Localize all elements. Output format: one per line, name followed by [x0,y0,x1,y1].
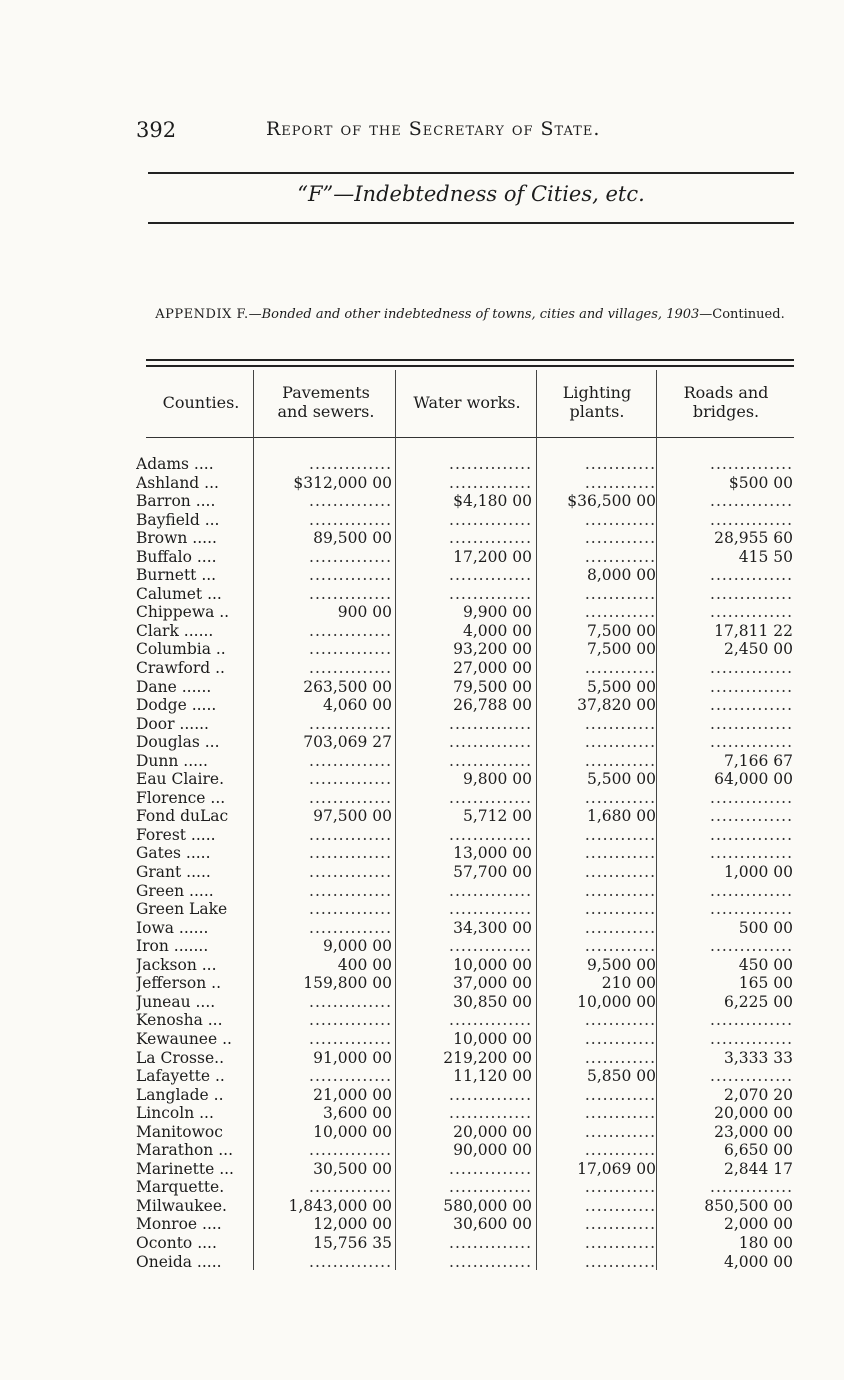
cell-pavements: 4,060 00 [322,696,392,715]
cell-pavements: .............. [309,881,392,900]
cell-county: Dodge ..... [136,696,217,715]
table-row [136,974,796,993]
table-row [136,548,796,567]
cell-water: 37,000 00 [453,974,532,993]
cell-pavements: .............. [309,788,392,807]
cell-roads: .............. [710,900,793,919]
cell-roads: 165 00 [738,974,793,993]
cell-lighting: 7,500 00 [586,640,656,659]
cell-water: 580,000 00 [443,1196,532,1215]
cell-county: Gates ..... [136,844,211,863]
cell-lighting: ............ [584,1196,656,1215]
cell-pavements: .............. [309,770,392,789]
cell-county: Burnett ... [136,566,217,585]
cell-lighting: ............ [584,1122,656,1141]
cell-lighting: ............ [584,900,656,919]
cell-pavements: 9,000 00 [322,937,392,956]
table-row [136,1104,796,1123]
cell-pavements: .............. [309,863,392,882]
cell-water: 17,200 00 [453,547,532,566]
cell-pavements: 21,000 00 [313,1085,392,1104]
cell-county: Columbia .. [136,640,226,659]
table-header [146,372,794,432]
cell-pavements: .............. [309,510,392,529]
cell-lighting: 210 00 [601,974,656,993]
cell-pavements: .............. [309,751,392,770]
cell-pavements: 263,500 00 [303,677,392,696]
cell-roads: 2,000 00 [723,1215,793,1234]
cell-roads: 28,955 60 [714,529,793,548]
cell-water: .............. [449,510,532,529]
table-row [136,733,796,752]
table-row [136,715,796,734]
cell-water: .............. [449,1159,532,1178]
cell-roads: .............. [710,807,793,826]
header-water-works: Water works. [413,392,521,412]
cell-lighting: ............ [584,1215,656,1234]
table-row [136,937,796,956]
cell-water: .............. [449,1104,532,1123]
cell-pavements: .............. [309,844,392,863]
table-row [136,956,796,975]
cell-water: 34,300 00 [453,918,532,937]
cell-lighting: ............ [584,825,656,844]
cell-roads: .............. [710,1178,793,1197]
cell-water: 30,600 00 [453,1215,532,1234]
header-pavements: Pavements and sewers. [277,383,375,421]
table-row [136,1215,796,1234]
cell-water: 219,200 00 [443,1048,532,1067]
cell-county: Lincoln ... [136,1104,214,1123]
cell-lighting: ............ [584,1029,656,1048]
cell-county: Jackson ... [136,955,217,974]
cell-county: Bayfield ... [136,510,220,529]
cell-county: Green Lake [136,900,228,919]
cell-county: Marathon ... [136,1141,233,1160]
cell-lighting: 17,069 00 [577,1159,656,1178]
cell-county: Fond duLac [136,807,229,826]
table-row [136,770,796,789]
table-row [136,603,796,622]
cell-roads: .............. [710,455,793,473]
cell-lighting: ............ [584,1048,656,1067]
cell-roads: 2,450 00 [723,640,793,659]
cell-pavements: .............. [309,659,392,678]
cell-water: 9,900 00 [462,603,532,622]
cell-county: Lafayette .. [136,1067,225,1086]
cell-roads: 6,650 00 [723,1141,793,1160]
cell-county: Jefferson .. [136,974,222,993]
cell-roads: .............. [710,714,793,733]
cell-county: Kenosha ... [136,1011,223,1030]
table-row [136,1067,796,1086]
cell-roads: 4,000 00 [723,1252,793,1271]
cell-county: Iowa ...... [136,918,209,937]
cell-pavements: 159,800 00 [303,974,392,993]
cell-county: Crawford .. [136,659,225,678]
cell-roads: 23,000 00 [714,1122,793,1141]
cell-lighting: ............ [584,881,656,900]
cell-lighting: ............ [584,733,656,752]
cell-water: .............. [449,1178,532,1197]
cell-lighting: 8,000 00 [586,566,656,585]
cell-pavements: 3,600 00 [322,1104,392,1123]
cell-lighting: ............ [584,529,656,548]
cell-lighting: 5,500 00 [586,770,656,789]
cell-pavements: 10,000 00 [313,1122,392,1141]
cell-water: 11,120 00 [453,1067,532,1086]
cell-pavements: .............. [309,455,392,473]
cell-pavements: .............. [309,1252,392,1271]
cell-county: Calumet ... [136,584,222,603]
table-row [136,789,796,808]
cell-water: 27,000 00 [453,659,532,678]
table-row [136,1253,796,1272]
cell-water: .............. [449,733,532,752]
cell-pavements: 89,500 00 [313,529,392,548]
table-row [136,622,796,641]
cell-pavements: .............. [309,566,392,585]
cell-pavements: .............. [309,640,392,659]
cell-county: Juneau .... [136,992,216,1011]
cell-water: 79,500 00 [453,677,532,696]
cell-lighting: ............ [584,1104,656,1123]
cell-pavements: 91,000 00 [313,1048,392,1067]
header-rule [146,437,794,438]
cell-lighting: ............ [584,584,656,603]
header-lighting: Lighting plants. [562,383,632,421]
cell-lighting: 37,820 00 [577,696,656,715]
cell-county: La Crosse.. [136,1048,224,1067]
cell-water: .............. [449,529,532,548]
cell-lighting: ............ [584,714,656,733]
table-caption [146,305,794,324]
table-row [136,993,796,1012]
cell-water: 57,700 00 [453,863,532,882]
cell-county: Door ...... [136,714,209,733]
table-row [136,882,796,901]
cell-county: Marquette. [136,1178,225,1197]
cell-lighting: ............ [584,788,656,807]
cell-water: 10,000 00 [453,955,532,974]
cell-lighting: ............ [584,751,656,770]
table-row [136,529,796,548]
cell-water: .............. [449,1011,532,1030]
cell-roads: .............. [710,937,793,956]
cell-county: Langlade .. [136,1085,224,1104]
cell-county: Adams .... [136,455,214,473]
cell-roads: .............. [710,788,793,807]
table-row [136,455,796,474]
table-row [136,1049,796,1068]
cell-pavements: .............. [309,492,392,511]
cell-lighting: ............ [584,1011,656,1030]
cell-county: Ashland ... [136,473,219,492]
table-row [136,1234,796,1253]
table-row [136,1011,796,1030]
cell-county: Brown ..... [136,529,217,548]
cell-lighting: ............ [584,1252,656,1271]
cell-water: 9,800 00 [462,770,532,789]
cell-lighting: 5,500 00 [586,677,656,696]
cell-county: Dunn ..... [136,751,208,770]
cell-roads: 20,000 00 [714,1104,793,1123]
cell-roads: 1,000 00 [723,863,793,882]
cell-lighting: 10,000 00 [577,992,656,1011]
table-top-rule [146,359,794,367]
cell-county: Florence ... [136,788,226,807]
table-row [136,844,796,863]
cell-lighting: ............ [584,547,656,566]
table-row [136,752,796,771]
cell-roads: .............. [710,696,793,715]
table-row [136,900,796,919]
cell-pavements: .............. [309,584,392,603]
cell-roads: 6,225 00 [723,992,793,1011]
cell-water: 26,788 00 [453,696,532,715]
section-title: “F”—Indebtedness of Cities, etc. [297,182,645,206]
cell-lighting: ............ [584,937,656,956]
section-rule [148,222,794,224]
caption-tail: —Continued. [699,307,785,322]
cell-water: .............. [449,584,532,603]
table-row [136,640,796,659]
cell-water: $4,180 00 [453,492,532,511]
cell-roads: .............. [710,1029,793,1048]
table-row [136,807,796,826]
cell-lighting: ............ [584,863,656,882]
cell-roads: 2,070 20 [723,1085,793,1104]
cell-pavements: .............. [309,547,392,566]
cell-pavements: 30,500 00 [313,1159,392,1178]
cell-lighting: ............ [584,1178,656,1197]
cell-roads: .............. [710,584,793,603]
cell-roads: 450 00 [738,955,793,974]
cell-lighting: $36,500 00 [567,492,656,511]
cell-pavements: .............. [309,1029,392,1048]
cell-water: .............. [449,937,532,956]
cell-water: 90,000 00 [453,1141,532,1160]
cell-lighting: ............ [584,844,656,863]
cell-county: Douglas ... [136,733,220,752]
cell-county: Kewaunee .. [136,1029,232,1048]
cell-county: Barron .... [136,492,216,511]
cell-lighting: ............ [584,659,656,678]
cell-roads: .............. [710,1011,793,1030]
cell-roads: 180 00 [738,1233,793,1252]
cell-roads: 7,166 67 [723,751,793,770]
cell-county: Dane ...... [136,677,212,696]
cell-county: Grant ..... [136,863,211,882]
top-rule [148,172,794,174]
cell-water: .............. [449,825,532,844]
cell-pavements: $312,000 00 [293,473,392,492]
table-row [136,474,796,493]
cell-county: Marinette ... [136,1159,234,1178]
cell-water: 10,000 00 [453,1029,532,1048]
page-number: 392 [136,118,177,142]
table-row [136,696,796,715]
cell-lighting: 1,680 00 [586,807,656,826]
cell-lighting: ............ [584,1085,656,1104]
table-row [136,566,796,585]
cell-water: .............. [449,473,532,492]
table-row [136,919,796,938]
cell-water: .............. [449,900,532,919]
cell-lighting: ............ [584,1141,656,1160]
cell-lighting: 5,850 00 [586,1067,656,1086]
cell-pavements: 400 00 [337,955,392,974]
cell-roads: 2,844 17 [723,1159,793,1178]
cell-county: Manitowoc [136,1122,223,1141]
cell-roads: .............. [710,492,793,511]
cell-pavements: .............. [309,714,392,733]
header-counties: Counties. [162,392,240,412]
cell-pavements: .............. [309,825,392,844]
cell-county: Eau Claire. [136,770,224,789]
table-body [136,455,796,1271]
cell-pavements: .............. [309,918,392,937]
running-head: Report of the Secretary of State. [266,118,601,140]
cell-roads: 17,811 22 [714,621,793,640]
cell-pavements: .............. [309,621,392,640]
table-row [136,585,796,604]
cell-pavements: .............. [309,1067,392,1086]
cell-roads: $500 00 [728,473,793,492]
cell-lighting: 9,500 00 [586,955,656,974]
cell-water: 30,850 00 [453,992,532,1011]
cell-lighting: ............ [584,1233,656,1252]
cell-roads: 64,000 00 [714,770,793,789]
cell-water: 93,200 00 [453,640,532,659]
cell-roads: .............. [710,510,793,529]
cell-pavements: 1,843,000 00 [288,1196,392,1215]
caption-italic: —Bonded and other indebtedness of towns, cities and villages, 1903 [248,307,700,322]
cell-county: Green ..... [136,881,214,900]
cell-roads: .............. [710,659,793,678]
table-row [136,1086,796,1105]
cell-water: 20,000 00 [453,1122,532,1141]
cell-county: Monroe .... [136,1215,222,1234]
cell-roads: .............. [710,733,793,752]
cell-lighting: ............ [584,918,656,937]
cell-pavements: 15,756 35 [313,1233,392,1252]
cell-county: Milwaukee. [136,1196,227,1215]
cell-water: .............. [449,788,532,807]
cell-roads: .............. [710,881,793,900]
table-row [136,1178,796,1197]
table-row [136,1030,796,1049]
cell-lighting: ............ [584,455,656,473]
cell-lighting: 7,500 00 [586,621,656,640]
cell-water: 4,000 00 [462,621,532,640]
cell-roads: .............. [710,603,793,622]
cell-pavements: 12,000 00 [313,1215,392,1234]
cell-water: .............. [449,881,532,900]
cell-pavements: 900 00 [337,603,392,622]
cell-roads: 500 00 [738,918,793,937]
cell-roads: .............. [710,677,793,696]
cell-water: 13,000 00 [453,844,532,863]
table-row [136,1141,796,1160]
cell-pavements: .............. [309,992,392,1011]
cell-water: .............. [449,455,532,473]
cell-pavements: 703,069 27 [303,733,392,752]
cell-pavements: .............. [309,900,392,919]
cell-water: .............. [449,751,532,770]
table-row [136,863,796,882]
cell-pavements: .............. [309,1178,392,1197]
cell-county: Chippewa .. [136,603,230,622]
caption-lead: APPENDIX F. [155,307,249,322]
table-row [136,511,796,530]
cell-water: .............. [449,1085,532,1104]
header-roads: Roads and bridges. [683,383,769,421]
cell-roads: .............. [710,566,793,585]
cell-county: Buffalo .... [136,547,217,566]
cell-pavements: .............. [309,1011,392,1030]
cell-county: Clark ...... [136,621,214,640]
table-row [136,1197,796,1216]
table-row [136,1160,796,1179]
cell-county: Iron ....... [136,937,209,956]
cell-county: Forest ..... [136,825,216,844]
table-row [136,826,796,845]
cell-roads: .............. [710,844,793,863]
cell-roads: 3,333 33 [723,1048,793,1067]
table-row [136,659,796,678]
cell-roads: 415 50 [738,547,793,566]
cell-lighting: ............ [584,510,656,529]
cell-water: .............. [449,1233,532,1252]
cell-roads: .............. [710,825,793,844]
cell-pavements: .............. [309,1141,392,1160]
cell-roads: 850,500 00 [704,1196,793,1215]
cell-water: 5,712 00 [462,807,532,826]
cell-water: .............. [449,714,532,733]
table-row [136,1123,796,1142]
cell-water: .............. [449,566,532,585]
table-row [136,678,796,697]
cell-water: .............. [449,1252,532,1271]
cell-roads: .............. [710,1067,793,1086]
cell-lighting: ............ [584,603,656,622]
cell-lighting: ............ [584,473,656,492]
cell-county: Oconto .... [136,1233,217,1252]
cell-pavements: 97,500 00 [313,807,392,826]
cell-county: Oneida ..... [136,1252,222,1271]
table-row [136,492,796,511]
